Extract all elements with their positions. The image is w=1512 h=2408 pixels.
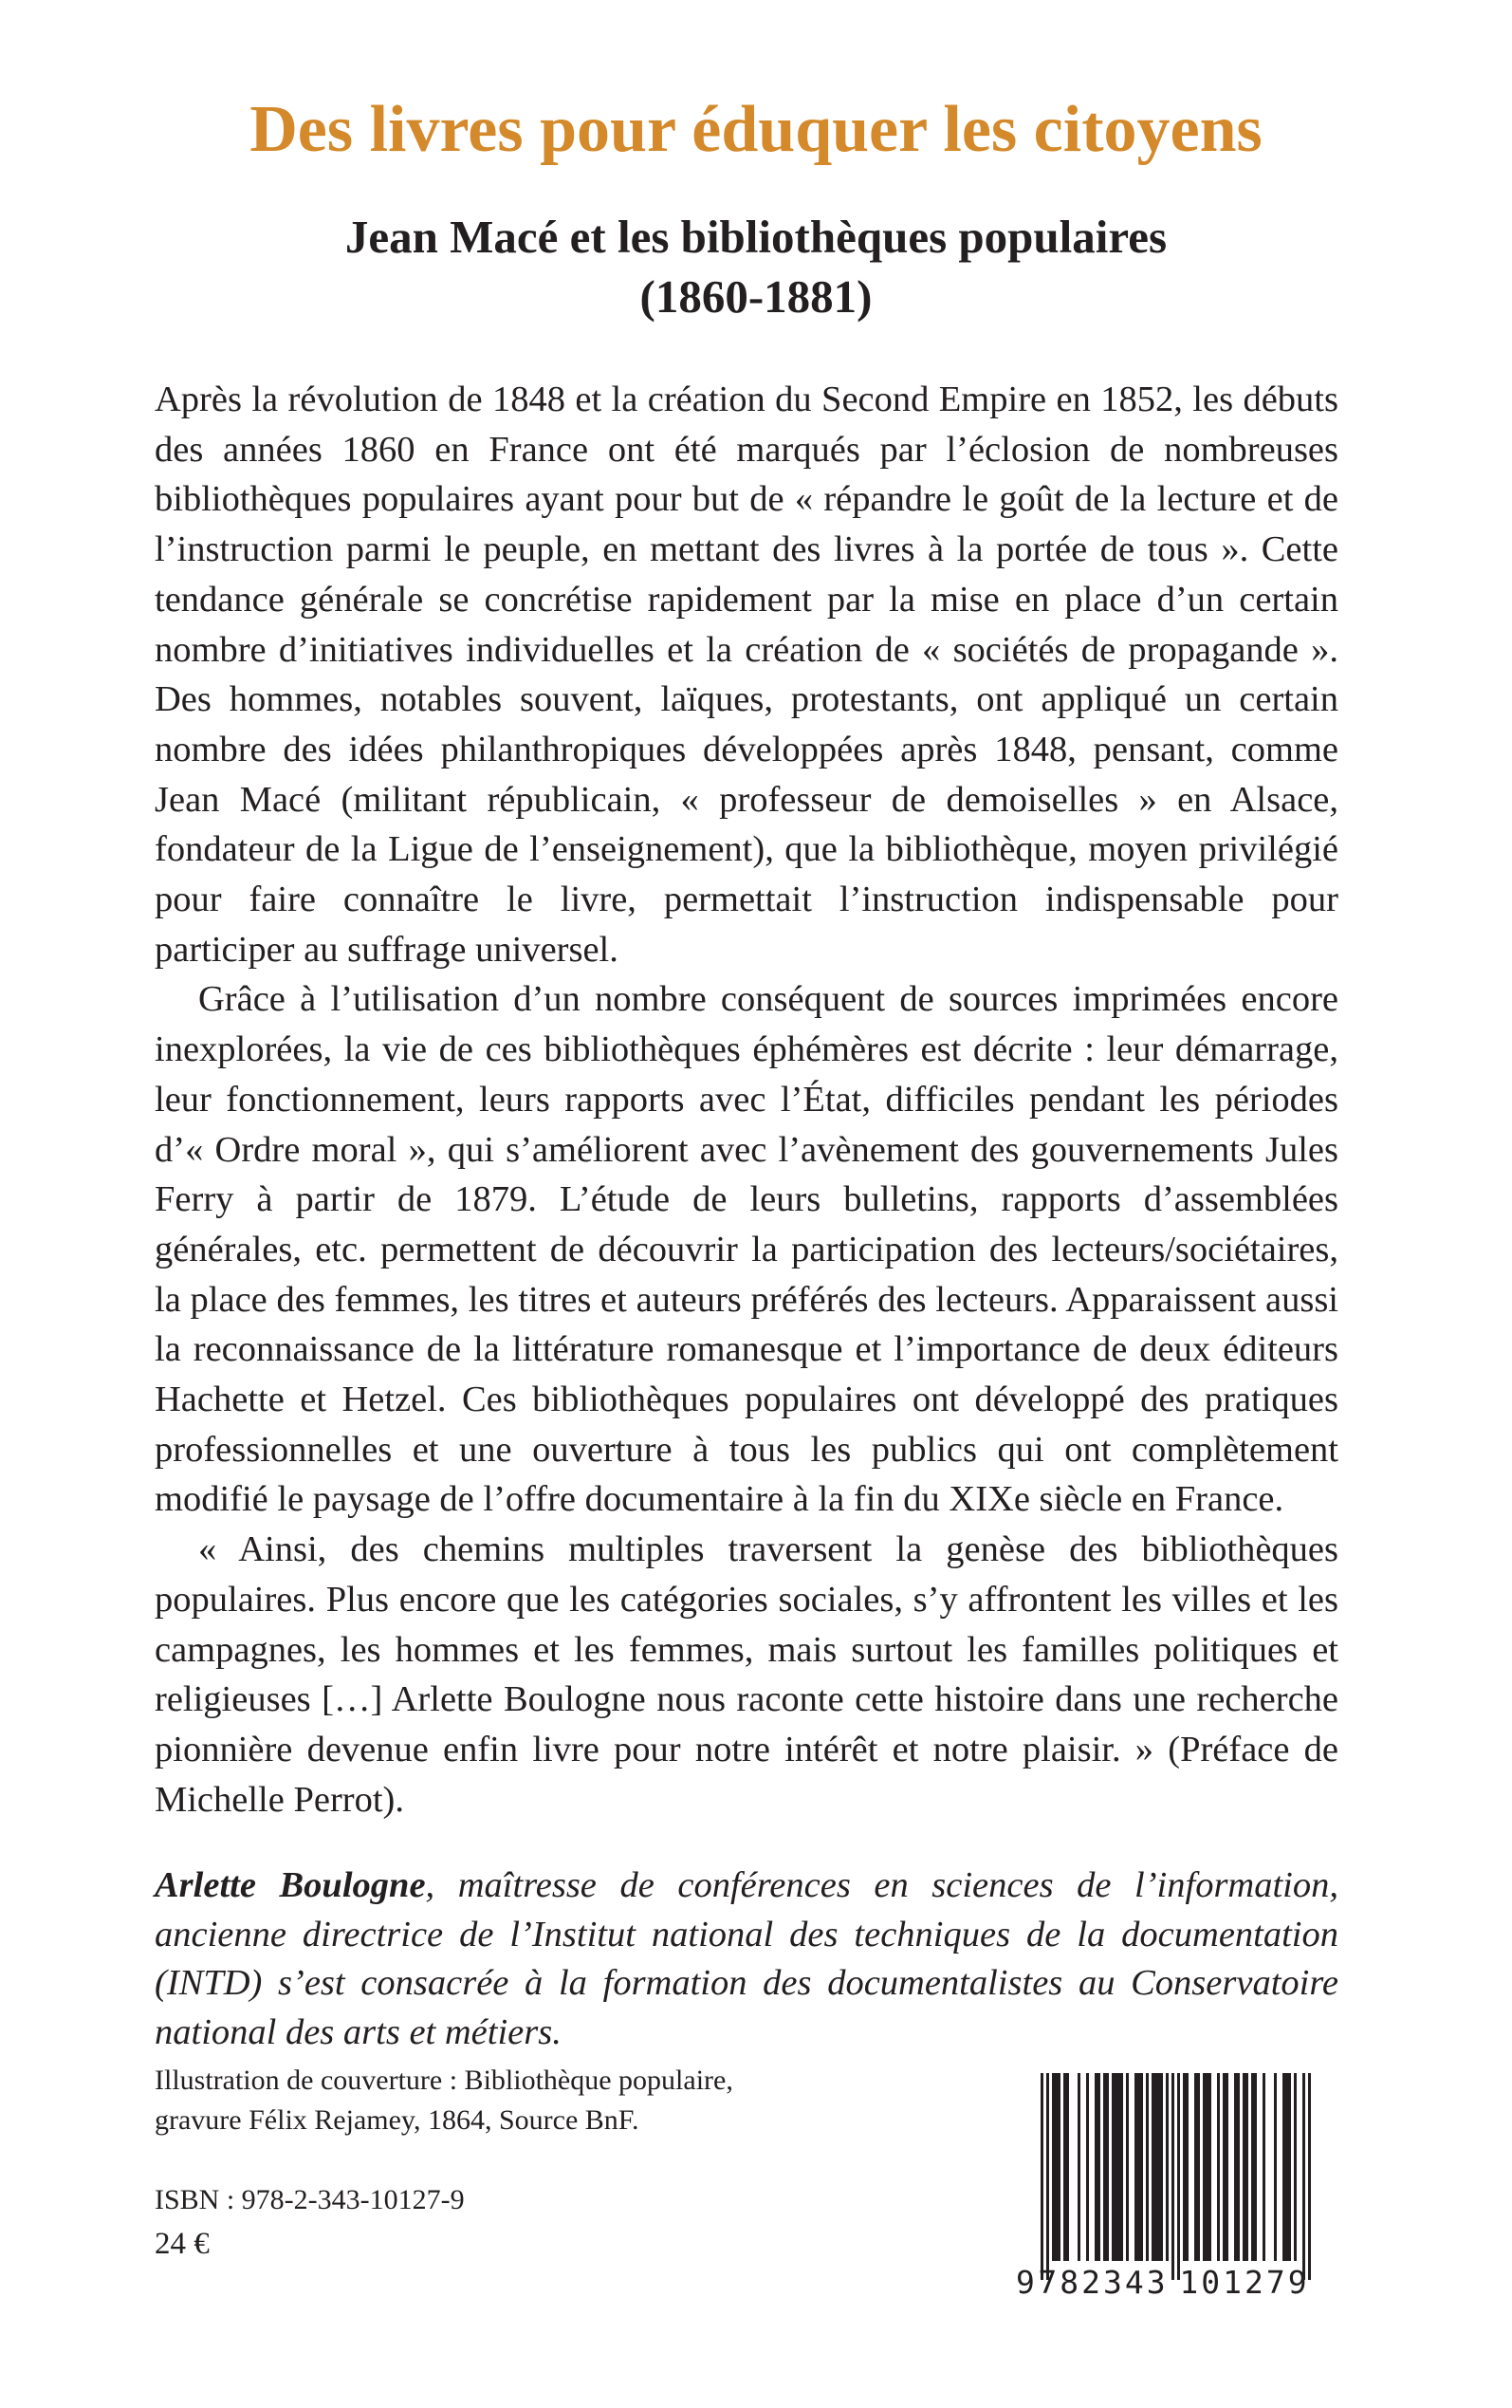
barcode-graphic	[1010, 2069, 1338, 2301]
barcode-bar	[1152, 2073, 1163, 2261]
barcode-bar	[1078, 2073, 1080, 2261]
cover-credit	[155, 2061, 733, 2140]
author-name: Arlette Boulogne	[155, 1865, 426, 1905]
subtitle-line-2: (1860-1881)	[639, 270, 873, 323]
barcode-bar	[1194, 2073, 1200, 2261]
barcode-bar	[1086, 2073, 1089, 2261]
blurb-body	[155, 375, 1338, 1825]
author-bio-text: , maîtresse de conférences en sciences de l’information, ancienne directrice de l’Institut national des techniques de la documentation (INTD) s’est consacrée à la formation des documentalistes au Conservatoire national des arts et métiers.	[155, 1865, 1339, 2052]
barcode-bar	[1063, 2073, 1069, 2261]
barcode-guard-bar	[1041, 2073, 1043, 2280]
price: 24 €	[155, 2227, 210, 2261]
blurb-paragraph-3: « Ainsi, des chemins multiples traversent la genèse des bibliothèques populaires. Plus encore que les catégories sociales, s’y affrontent les villes et les campagnes, les hommes et les femmes, mais surtout les familles politiques et religieuses […] Arlette Boulogne nous raconte cette histoire dans une recherche pionnière devenue enfin livre pour notre intérêt et notre plaisir. » (Préface de Michelle Perrot).	[155, 1529, 1338, 1820]
barcode-bar	[1146, 2073, 1149, 2261]
barcode-bar	[1294, 2073, 1297, 2261]
author-bio	[155, 1862, 1338, 2057]
blurb-paragraph-2: Grâce à l’utilisation d’un nombre conséquent de sources imprimées encore inexplorées, la vie de ces bibliothèques éphémères est décrite : leur démarrage, leur fonctionnement, leurs rapports avec l’État, difficiles pendant les périodes d’« Ordre moral », qui s’améliorent avec l’avènement des gouvernements Jules Ferry à partir de 1879. L’étude de leurs bulletins, rapports d’assemblées générales, etc. permettent de découvrir la participation des lecteurs/sociétaires, la place des femmes, les titres et auteurs préférés des lecteurs. Apparaissent aussi la reconnaissance de la littérature romanesque et l’importance de deux éditeurs Hachette et Hetzel. Ces bibliothèques populaires ont développé des pratiques professionnelles et une ouverture à tous les publics qui ont complètement modifié le paysage de l’offre documentaire à la fin du XIXe siècle en France.	[155, 979, 1338, 1520]
barcode-guard-bar	[1171, 2073, 1174, 2280]
cover-credit-line-2: gravure Félix Rejamey, 1864, Source BnF.	[155, 2104, 639, 2136]
barcode-guard-bar	[1046, 2073, 1049, 2280]
barcode	[1010, 2069, 1338, 2301]
barcode-bar	[1095, 2073, 1100, 2261]
barcode-bar	[1203, 2073, 1211, 2261]
cover-credit-line-1: Illustration de couverture : Bibliothèque populaire,	[155, 2065, 733, 2096]
isbn: ISBN : 978-2-343-10127-9	[155, 2184, 465, 2215]
barcode-bar	[1251, 2073, 1257, 2261]
barcode-bar	[1274, 2073, 1277, 2261]
barcode-bar	[1282, 2073, 1291, 2261]
barcode-digits-left: 782343	[1038, 2264, 1169, 2301]
barcode-bar	[1126, 2073, 1129, 2261]
barcode-bar	[1052, 2073, 1060, 2261]
book-subtitle	[0, 207, 1512, 326]
barcode-bar	[1263, 2073, 1265, 2261]
barcode-bar	[1183, 2073, 1189, 2261]
barcode-bar	[1217, 2073, 1220, 2261]
barcode-bar	[1243, 2073, 1248, 2261]
book-title: Des livres pour éduquer les citoyens	[249, 93, 1263, 166]
barcode-digit-first: 9	[1016, 2264, 1035, 2301]
barcode-bar	[1166, 2073, 1169, 2261]
barcode-guard-bar	[1177, 2073, 1180, 2280]
barcode-bar	[1134, 2073, 1143, 2261]
barcode-bar	[1234, 2073, 1240, 2261]
barcode-bar	[1103, 2073, 1109, 2261]
barcode-guard-bar	[1302, 2073, 1305, 2280]
blurb-paragraph-1: Après la révolution de 1848 et la création du Second Empire en 1852, les débuts des années 1860 en France ont été marqués par l’éclosion de nombreuses bibliothèques populaires ayant pour but de « répandre le goût de la lecture et de l’instruction parmi le peuple, en mettant des livres à la portée de tous ». Cette tendance générale se concrétise rapidement par la mise en place d’un certain nombre d’initiatives individuelles et la création de « sociétés de propagande ». Des hommes, notables souvent, laïques, protestants, ont appliqué un certain nombre des idées philanthropiques développées après 1848, pensant, comme Jean Macé (militant républicain, « professeur de demoiselles » en Alsace, fondateur de la Ligue de l’enseignement), que la bibliothèque, moyen privilégié pour faire connaître le livre, permettait l’instruction indispensable pour participer au suffrage universel.	[155, 380, 1338, 970]
barcode-guard-bar	[1308, 2073, 1311, 2280]
barcode-bar	[1223, 2073, 1228, 2261]
barcode-digits-right: 101279	[1179, 2264, 1310, 2301]
barcode-bar	[1112, 2073, 1123, 2261]
subtitle-line-1: Jean Macé et les bibliothèques populaires	[344, 211, 1168, 263]
